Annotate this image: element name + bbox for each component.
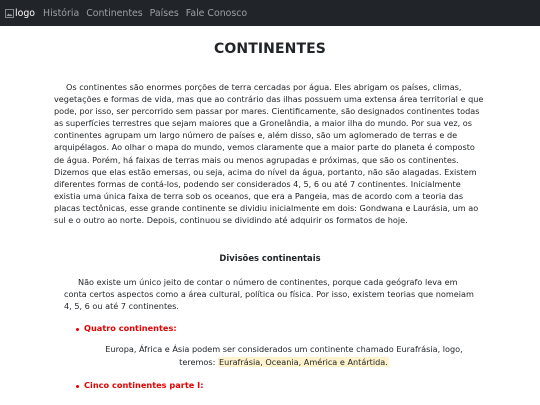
logo-alt-text: logo xyxy=(15,7,36,19)
divisions-heading: Divisões continentais xyxy=(219,253,321,264)
section-title-quatro: Quatro continentes: xyxy=(84,323,177,334)
intro-paragraph: Os continentes são enormes porções de terra cercadas por água. Eles abrigam os países, climas, vegetações e formas de vida, mas que ao contrário das ilhas possuem uma extensa área territorial e que pode, por isso, ser percorrido sem passar por mares. Cientificamente, são designados continentes todas as superfícies terrestres que sejam maiores que a Gronelândia, a maior ilha do mundo. Por sua vez, os continentes agrupam um largo número de países e, além disso, são um aglomerado de terras e de arquipélagos. Ao olhar o mapa do mundo, vemos claramente que a maior parte do planeta é composto de água. Porém, há faixas de terras mais ou menos agrupadas e próximas, que são os continentes. Dizemos que elas estão emersas, ou seja, acima do nível da água, portanto, não são alagadas. Existem diferentes formas de contá-los, podendo ser considerados 4, 5, 6 ou até 7 continentes. Inicialmente existia uma única faixa de terra sob os oceanos, que era a Pangeia, mas de acordo com a teoria das placas tectônicas, esse grande continente se dividiu inicialmente em dois: Gondwana e Laurásia, um ao sul e o outro ao norte. Depois, continuou se dividindo até adquirir os formatos de hoje. xyxy=(54,82,484,226)
section-text-quatro-body: Europa, África e Ásia podem ser considerados um continente chamado Eurafrásia, logo, teremos: xyxy=(105,344,463,367)
page-title: CONTINENTES xyxy=(214,41,326,57)
section-highlight-quatro: Eurafrásia, Oceania, América e Antártida. xyxy=(218,356,388,367)
nav-link-continentes[interactable]: Continentes xyxy=(86,7,143,19)
nav-link-historia[interactable]: História xyxy=(43,7,80,19)
section-list xyxy=(0,312,540,402)
bullet-icon xyxy=(76,328,79,331)
divisions-paragraph: Não existe um único jeito de contar o número de continentes, porque cada geógrafo leva em conta certos aspectos como a área cultural, política ou física. Por isso, existem teorias que nomeiam 4, 5, 6 ou até 7 continentes. xyxy=(64,277,474,312)
bullet-icon xyxy=(76,385,79,388)
nav-link-fale-conosco[interactable]: Fale Conosco xyxy=(185,7,248,19)
brand-logo[interactable] xyxy=(5,8,35,19)
navbar xyxy=(0,0,540,26)
section-text-quatro xyxy=(94,343,474,367)
broken-image-icon xyxy=(5,9,14,18)
main-content xyxy=(0,41,540,402)
section-title-cinco: Cinco continentes parte I: xyxy=(84,380,204,391)
nav-link-paises[interactable]: Países xyxy=(149,7,179,19)
